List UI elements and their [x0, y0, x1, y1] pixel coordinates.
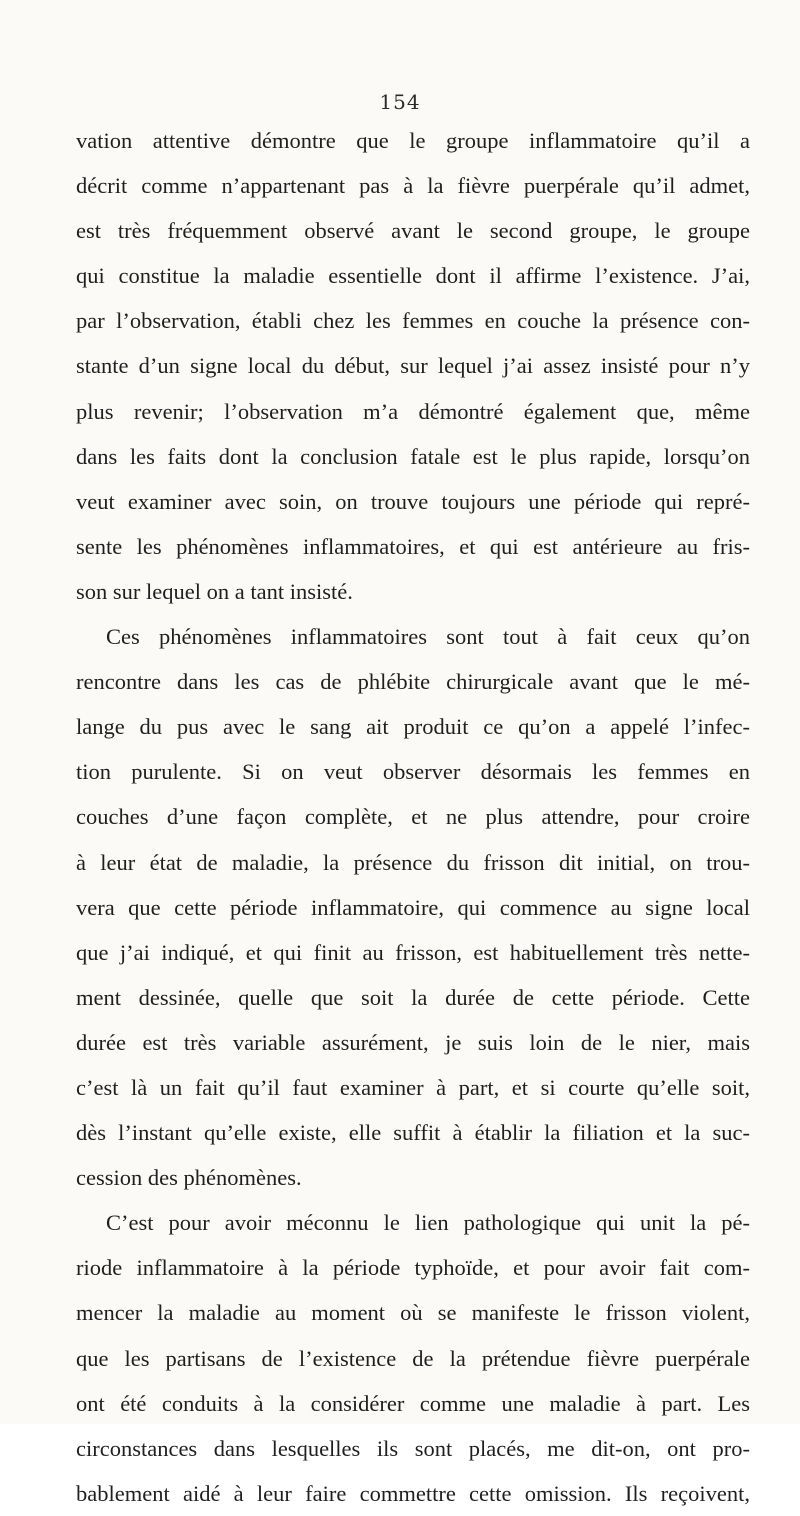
text-line: sente les phénomènes inflammatoires, et qui est antérieure au fris-	[76, 533, 750, 559]
text-line: à leur état de maladie, la présence du frisson dit initial, on trou-	[76, 849, 750, 875]
text-line: par l’observation, établi chez les femmes en couche la présence con-	[76, 308, 750, 334]
text-line: durée est très variable assurément, je suis loin de le nier, mais	[76, 1029, 750, 1055]
text-line: décrit comme n’appartenant pas à la fièvre puerpérale qu’il admet,	[76, 173, 750, 199]
text-line: C’est pour avoir méconnu le lien pathologique qui unit la pé-	[106, 1210, 750, 1236]
text-line: dès l’instant qu’elle existe, elle suffit à établir la filiation et la suc-	[76, 1120, 750, 1146]
text-line: rencontre dans les cas de phlébite chirurgicale avant que le mé-	[76, 669, 750, 695]
text-line: plus revenir; l’observation m’a démontré également que, même	[76, 398, 750, 424]
text-line: ment dessinée, quelle que soit la durée de cette période. Cette	[76, 984, 750, 1010]
text-line: bablement aidé à leur faire commettre cette omission. Ils reçoivent,	[76, 1480, 750, 1506]
text-line: vation attentive démontre que le groupe inflammatoire qu’il a	[76, 128, 750, 153]
text-line: mencer la maladie au moment où se manifeste le frisson violent,	[76, 1300, 750, 1326]
text-line: veut examiner avec soin, on trouve toujours une période qui repré-	[76, 488, 750, 514]
text-line: lange du pus avec le sang ait produit ce qu’on a appelé l’infec-	[76, 714, 750, 740]
text-line: que j’ai indiqué, et qui finit au frisson, est habituellement très nette-	[76, 939, 750, 965]
text-line: riode inflammatoire à la période typhoïde, et pour avoir fait com-	[76, 1255, 750, 1281]
text-line: ont été conduits à la considérer comme une maladie à part. Les	[76, 1390, 750, 1416]
text-line: son sur lequel on a tant insisté.	[76, 578, 353, 604]
text-line: cession des phénomènes.	[76, 1165, 302, 1191]
body-text	[76, 118, 750, 1516]
text-line: vera que cette période inflammatoire, qui commence au signe local	[76, 894, 750, 920]
page-number: 154	[379, 90, 421, 114]
text-line: Ces phénomènes inflammatoires sont tout à fait ceux qu’on	[106, 624, 750, 650]
text-line: c’est là un fait qu’il faut examiner à part, et si courte qu’elle soit,	[76, 1074, 750, 1100]
text-line: couches d’une façon complète, et ne plus attendre, pour croire	[76, 804, 750, 830]
text-line: stante d’un signe local du début, sur lequel j’ai assez insisté pour n’y	[76, 353, 750, 379]
text-line: tion purulente. Si on veut observer désormais les femmes en	[76, 759, 750, 785]
text-line: circonstances dans lesquelles ils sont placés, me dit-on, ont pro-	[76, 1435, 750, 1461]
text-line: est très fréquemment observé avant le second groupe, le groupe	[76, 218, 750, 244]
text-line: que les partisans de l’existence de la prétendue fièvre puerpérale	[76, 1345, 750, 1371]
text-line: qui constitue la maladie essentielle dont il affirme l’existence. J’ai,	[76, 263, 750, 289]
text-line: dans les faits dont la conclusion fatale est le plus rapide, lorsqu’on	[76, 443, 750, 469]
